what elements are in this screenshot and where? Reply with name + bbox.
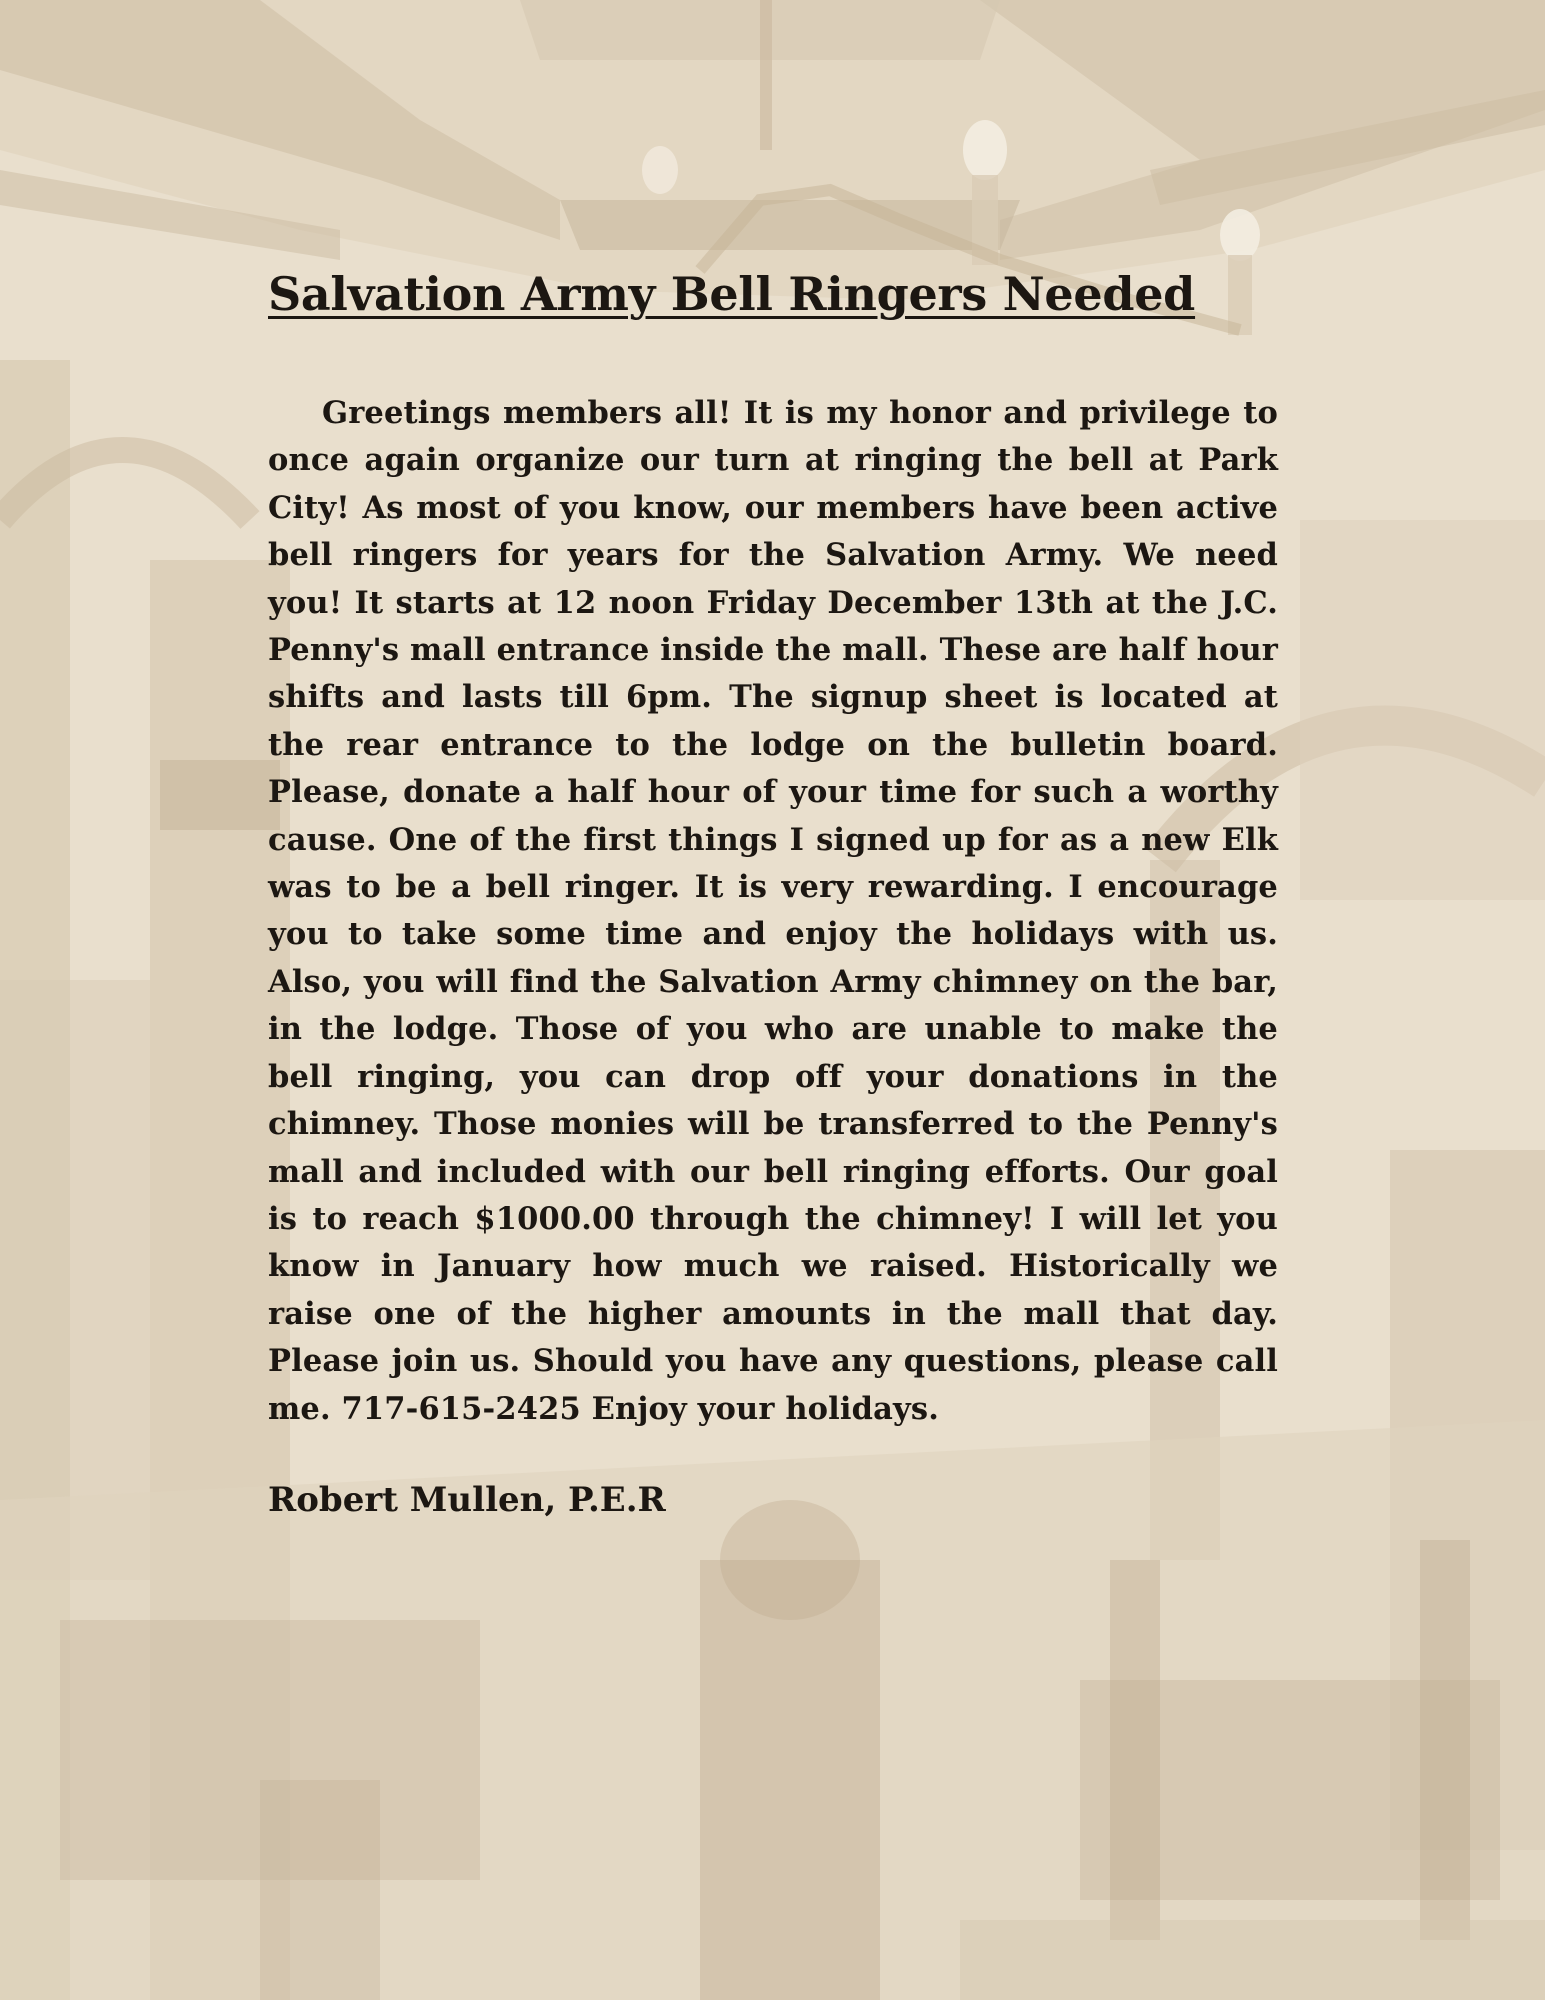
letter-body: Greetings members all! It is my honor and privilege to once again organize our turn at ringing the bell at Park City! As most of you know, our members have been active bell ringers for years for the Salvation Army. We need you! It starts at 12 noon Friday December 13th at the J.C. Penny's mall entrance inside the mall. These are half hour shifts and lasts till 6pm. The signup sheet is located at the rear entrance to the lodge on the bulletin board. Please, donate a half hour of your time for such a worthy cause. One of the first things I signed up for as a new Elk was to be a bell ringer. It is very rewarding. I encourage you to take some time and enjoy the holidays with us. Also, you will find the Salvation Army chimney on the bar, in the lodge. Those of you who are unable to make the bell ringing, you can drop off your donations in the chimney. Those monies will be transferred to the Penny's mall and included with our bell ringing efforts. Our goal is to reach $1000.00 through the chimney! I will let you know in January how much we raised. Historically we raise one of the higher amounts in the mall that day. Please join us. Should you have any questions, please call me. 717-615-2425 Enjoy your holidays. xyxy=(268,395,1278,1427)
signature: Robert Mullen, P.E.R xyxy=(268,1479,666,1520)
page-title: Salvation Army Bell Ringers Needed xyxy=(268,267,1196,321)
letter-content xyxy=(268,258,1278,1525)
